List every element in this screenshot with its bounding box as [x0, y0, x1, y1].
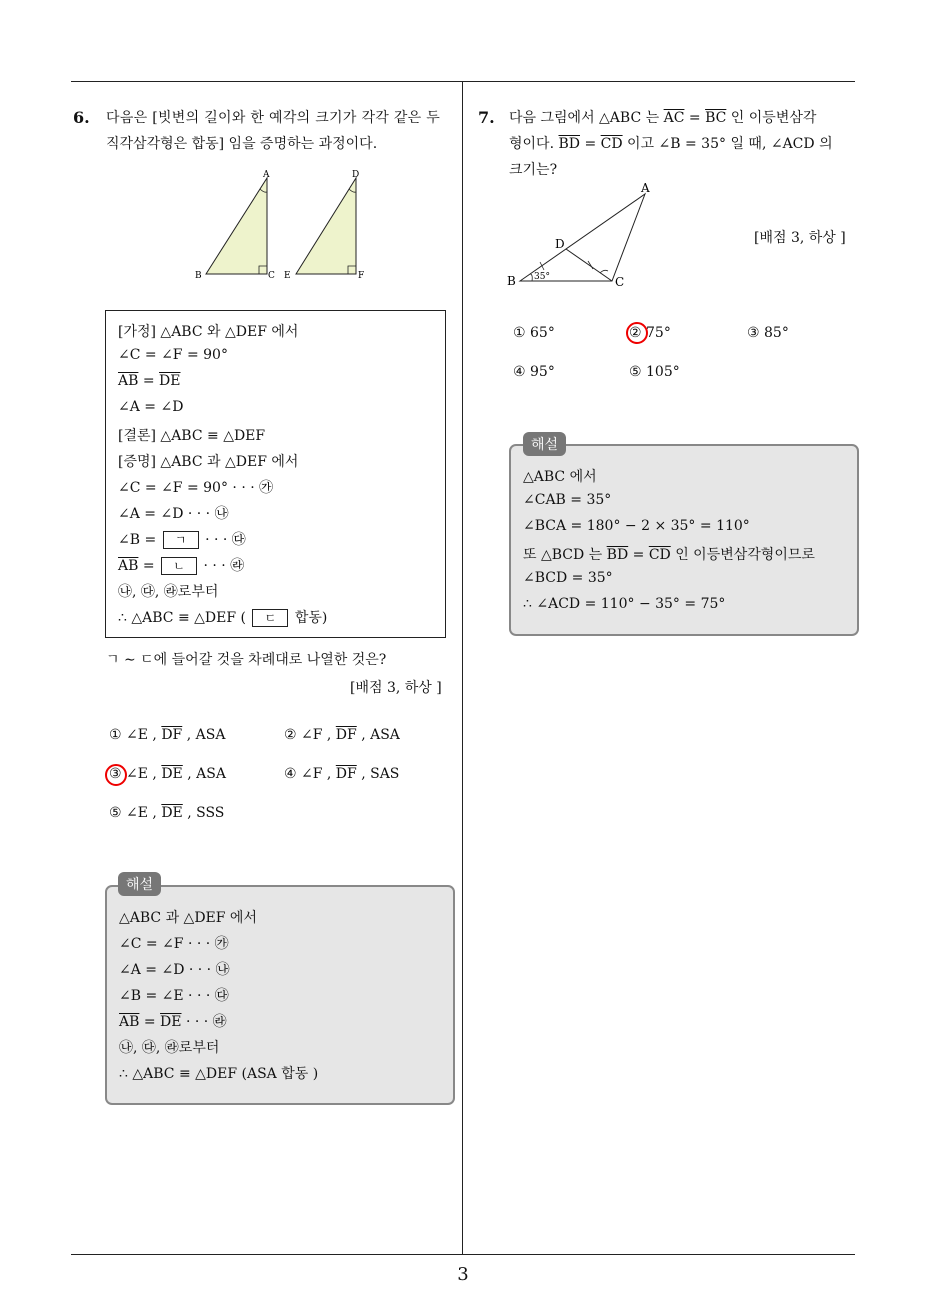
- label-b: B: [195, 271, 202, 281]
- label-f: F: [358, 271, 365, 281]
- angle-label-35: 35°: [534, 272, 550, 282]
- question-6-number: 6.: [73, 108, 90, 127]
- segment-cd: [566, 249, 612, 281]
- q7-choice-1[interactable]: ① 65°: [513, 325, 555, 341]
- proof-line: $\overline{AB} = \overline{DE}$: [118, 373, 181, 389]
- explanation-line: ∠BCD = 35°: [523, 570, 613, 586]
- question-7-number: 7.: [478, 108, 495, 127]
- q6-explanation-tag: 해설: [118, 872, 161, 896]
- proof-proof-header: [증명] △ABC 과 △DEF 에서: [118, 454, 299, 470]
- q6-explanation-panel: [105, 885, 455, 1105]
- q6-choice-4[interactable]: ④ ∠F , $\overline{DF}$ , SAS: [284, 766, 400, 782]
- proof-line: ∠A = ∠D: [118, 399, 184, 415]
- angle-arc-b: [530, 274, 532, 281]
- explanation-line: ∠CAB = 35°: [523, 492, 612, 508]
- question-7-text-line1: 다음 그림에서 △ABC 는 $\overline{AC} = \overline{BC}$ 인 이등변삼각: [509, 110, 817, 126]
- question-6-prompt: ㄱ ∼ ㄷ에 들어갈 것을 차례대로 나열한 것은?: [106, 652, 387, 668]
- answer-circle-mark: [626, 322, 648, 344]
- explanation-line: ∠B = ∠E · · · ㉰: [119, 988, 229, 1004]
- blank-box-2: ㄴ: [161, 557, 197, 575]
- answer-circle-mark: [105, 764, 127, 786]
- question-6-text-line1: 다음은 [빗변의 길이와 한 예각의 크기가 각각 같은 두: [106, 110, 441, 126]
- top-rule: [71, 81, 855, 82]
- triangle-def: [296, 178, 356, 274]
- question-7-text-line3: 크기는?: [509, 162, 558, 178]
- proof-line: $\overline{AB}$ = ㄴ · · · ㉱: [118, 558, 245, 574]
- tick-mark-bd: [540, 262, 544, 270]
- column-divider: [462, 82, 463, 1254]
- proof-line: ㉯, ㉰, ㉱로부터: [118, 584, 219, 600]
- q6-choice-5[interactable]: ⑤ ∠E , $\overline{DE}$ , SSS: [109, 805, 225, 821]
- q7-choice-2[interactable]: ② 75°: [629, 325, 671, 341]
- q7-choice-3[interactable]: ③ 85°: [747, 325, 789, 341]
- question-7-text-line2: 형이다. $\overline{BD} = \overline{CD}$ 이고 ∠B = 35° 일 때, ∠ACD 의: [509, 136, 833, 152]
- question-6-figure: [190, 166, 380, 284]
- proof-line: ∠C = ∠F = 90°: [118, 347, 228, 363]
- proof-line: ∠A = ∠D · · · ㉯: [118, 506, 229, 522]
- label-b: B: [507, 274, 516, 288]
- explanation-line: △ABC 에서: [523, 469, 597, 485]
- angle-arc-c: [600, 270, 608, 273]
- label-c: C: [615, 275, 625, 289]
- q6-choice-2[interactable]: ② ∠F , $\overline{DF}$ , ASA: [284, 727, 400, 743]
- q7-choice-4[interactable]: ④ 95°: [513, 364, 555, 380]
- question-6-score: [배점 3, 하상 ]: [350, 680, 442, 696]
- question-7-score: [배점 3, 하상 ]: [754, 230, 846, 246]
- question-6-text-line2: 직각삼각형은 합동] 임을 증명하는 과정이다.: [106, 136, 378, 152]
- q7-choice-5[interactable]: ⑤ 105°: [629, 364, 680, 380]
- explanation-line: ∠BCA = 180° − 2 × 35° = 110°: [523, 518, 750, 534]
- label-a: A: [641, 181, 650, 195]
- label-d: D: [555, 237, 565, 251]
- q7-explanation-panel: [509, 444, 859, 636]
- proof-hypothesis: [가정] △ABC 와 △DEF 에서: [118, 324, 299, 340]
- q6-choice-1[interactable]: ① ∠E , $\overline{DF}$ , ASA: [109, 727, 226, 743]
- explanation-line: △ABC 과 △DEF 에서: [119, 910, 257, 926]
- triangle-abc: [520, 194, 645, 281]
- proof-box: [105, 310, 446, 638]
- triangle-abc: [206, 178, 267, 274]
- explanation-line: ∴ △ABC ≡ △DEF (ASA 합동 ): [119, 1066, 319, 1082]
- question-7-figure: [505, 178, 665, 293]
- bottom-rule: [71, 1254, 855, 1255]
- label-d: D: [352, 170, 360, 180]
- explanation-line: $\overline{AB} = \overline{DE}$ · · · ㉱: [119, 1014, 227, 1030]
- label-a: A: [263, 170, 270, 180]
- explanation-line: 또 △BCD 는 $\overline{BD} = \overline{CD}$ 인 이등변삼각형이므로: [523, 547, 815, 563]
- explanation-line: ∠C = ∠F · · · ㉮: [119, 936, 229, 952]
- blank-box-1: ㄱ: [163, 531, 199, 549]
- explanation-line: ∴ ∠ACD = 110° − 35° = 75°: [523, 596, 726, 612]
- explanation-line: ∠A = ∠D · · · ㉯: [119, 962, 230, 978]
- explanation-line: ㉯, ㉰, ㉱로부터: [119, 1040, 220, 1056]
- proof-line: ∠C = ∠F = 90° · · · ㉮: [118, 480, 274, 496]
- proof-conclusion: [결론] △ABC ≡ △DEF: [118, 428, 266, 444]
- q6-choice-3[interactable]: ③ ∠E , $\overline{DE}$ , ASA: [109, 766, 226, 782]
- q7-explanation-tag: 해설: [523, 432, 566, 456]
- proof-line: ∠B = ㄱ · · · ㉰: [118, 532, 246, 548]
- label-e: E: [284, 271, 291, 281]
- page-number: 3: [457, 1264, 469, 1285]
- label-c: C: [268, 271, 275, 281]
- proof-line: ∴ △ABC ≡ △DEF ( ㄷ 합동): [118, 610, 328, 626]
- blank-box-3: ㄷ: [252, 609, 288, 627]
